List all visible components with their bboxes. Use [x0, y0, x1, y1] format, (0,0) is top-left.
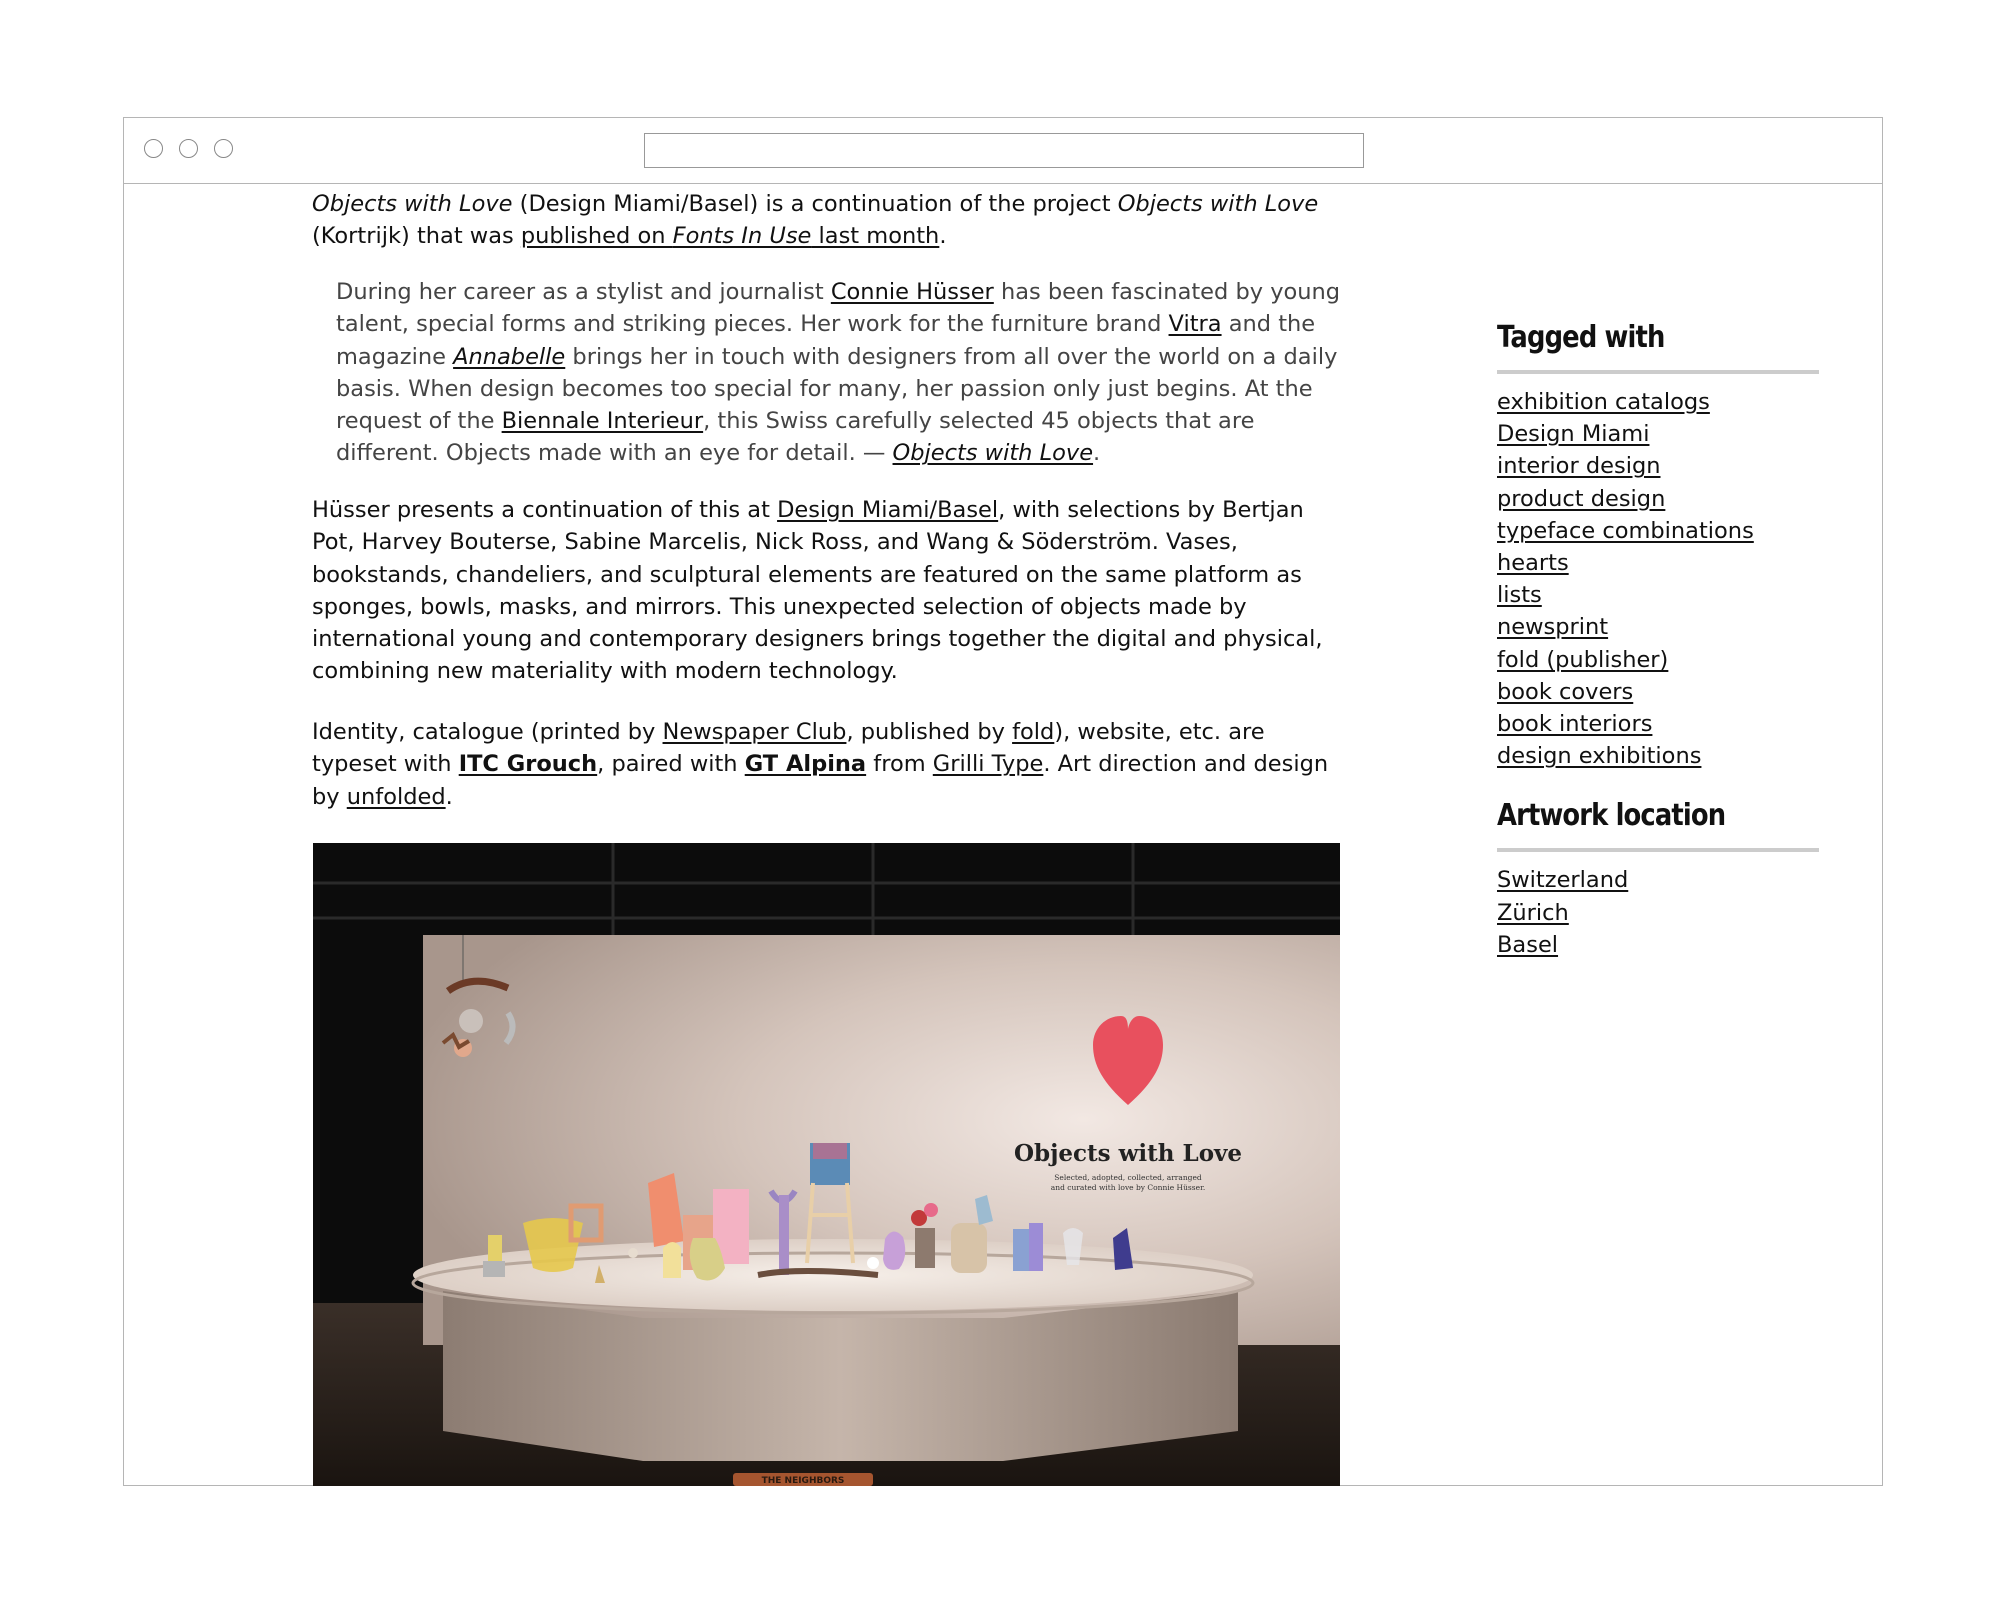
connie-husser-link[interactable]: Connie Hüsser	[830, 279, 994, 305]
credits-text-1: Identity, catalogue (printed by	[312, 719, 663, 745]
tag-item	[1497, 547, 1819, 579]
tag-link[interactable]: fold (publisher)	[1497, 646, 1669, 673]
tag-item	[1497, 708, 1819, 740]
tag-list	[1497, 386, 1819, 772]
design-miami-basel-link[interactable]: Design Miami/Basel	[777, 497, 999, 523]
location-link[interactable]: Basel	[1497, 931, 1559, 958]
tag-item	[1497, 515, 1819, 547]
maximize-window-icon[interactable]	[214, 139, 233, 158]
intro-text-1: (Design Miami/Basel) is a continuation of the project	[512, 191, 1118, 217]
tag-item	[1497, 676, 1819, 708]
doormat-text: THE NEIGHBORS	[761, 1476, 845, 1486]
credits-text-4: , paired with	[597, 751, 745, 778]
body-text-2: , with selections by Bertjan Pot, Harvey Bouterse, Sabine Marcelis, Nick Ross, and Wang & Söderström. Vases, bookstands, chandeliers, and sculptural elements are featured on the same platform as sponges, bowls, masks, and mirrors. This unexpected selection of objects made by international young and contemporary designers brings together the digital and physical, combining new materiality with modern technology.	[312, 497, 1323, 685]
credits-text-2: , published by	[846, 719, 1013, 745]
tag-item	[1497, 418, 1819, 450]
intro-title-2: Objects with Love	[1117, 191, 1319, 217]
wall-subtitle-2: and curated with love by Connie Hüsser.	[1050, 1183, 1206, 1192]
quote-text-1: During her career as a stylist and journalist	[336, 279, 831, 305]
tag-link[interactable]: lists	[1497, 582, 1542, 609]
vitra-link[interactable]: Vitra	[1168, 311, 1222, 338]
annabelle-link[interactable]: Annabelle	[453, 343, 566, 370]
newspaper-club-link[interactable]: Newspaper Club	[662, 719, 847, 745]
tag-item	[1497, 450, 1819, 482]
biennale-interieur-link[interactable]: Biennale Interieur	[501, 408, 704, 435]
published-on-fonts-in-use-link[interactable]: published on Fonts In Use last month	[520, 223, 940, 250]
tag-item	[1497, 483, 1819, 515]
tag-item	[1497, 611, 1819, 643]
location-item	[1497, 897, 1819, 929]
tag-link[interactable]: design exhibitions	[1497, 743, 1702, 770]
location-item	[1497, 864, 1819, 896]
quote-text-6: .	[1093, 440, 1101, 467]
address-bar[interactable]	[644, 133, 1364, 168]
quote-text-5: , this Swiss carefully selected 45 objects that are different. Objects made with an eye for detail. —	[336, 408, 1255, 467]
sidebar	[1497, 318, 1819, 961]
itc-grouch-link[interactable]: ITC Grouch	[458, 751, 598, 778]
tagged-with-heading: Tagged with	[1497, 320, 1665, 355]
artwork-location-heading: Artwork location	[1497, 798, 1726, 834]
wall-title: Objects with Love	[1013, 1140, 1243, 1167]
objects-with-love-link[interactable]: Objects with Love	[892, 440, 1094, 467]
location-list	[1497, 864, 1819, 961]
intro-paragraph	[312, 188, 1342, 253]
credits-text-3: ), website, etc. are typeset with	[312, 719, 1265, 778]
location-item	[1497, 929, 1819, 961]
exhibition-photo-svg	[313, 843, 1340, 1486]
grilli-type-link[interactable]: Grilli Type	[932, 751, 1044, 778]
credits-text-5: from	[866, 751, 933, 778]
tag-link[interactable]: interior design	[1497, 453, 1661, 480]
tag-link[interactable]: hearts	[1497, 550, 1569, 577]
tag-item	[1497, 740, 1819, 772]
browser-titlebar	[124, 118, 1882, 184]
location-link[interactable]: Zürich	[1497, 899, 1569, 926]
quote-text-3: and the magazine	[336, 311, 1316, 370]
unfolded-link[interactable]: unfolded	[346, 783, 446, 810]
close-window-icon[interactable]	[144, 139, 163, 158]
quote-text-4: brings her in touch with designers from all over the world on a daily basis. When design becomes too special for many, her passion only just begins. At the request of the	[336, 343, 1338, 435]
gt-alpina-link[interactable]: GT Alpina	[744, 751, 867, 778]
fold-link[interactable]: fold	[1012, 719, 1055, 745]
tag-link[interactable]: newsprint	[1497, 614, 1609, 641]
tag-link[interactable]: book covers	[1497, 678, 1634, 705]
credits-text-6: . Art direction and design by	[312, 751, 1329, 810]
credits-text-7: .	[445, 783, 453, 810]
intro-text-2: (Kortrijk) that was	[312, 223, 521, 250]
body-text-1: Hüsser presents a continuation of this at	[312, 497, 778, 523]
tag-link[interactable]: book interiors	[1497, 711, 1653, 738]
tag-link[interactable]: exhibition catalogs	[1497, 389, 1710, 415]
artwork-location-block	[1497, 796, 1819, 961]
tag-item	[1497, 644, 1819, 676]
tag-item	[1497, 386, 1819, 418]
intro-title-1: Objects with Love	[312, 191, 513, 217]
minimize-window-icon[interactable]	[179, 139, 198, 158]
tag-link[interactable]: typeface combinations	[1497, 517, 1754, 544]
exhibition-photo	[313, 843, 1340, 1486]
quote-text-2: has been fascinated by young talent, special forms and striking pieces. Her work for the furniture brand	[336, 279, 1341, 338]
location-link[interactable]: Switzerland	[1497, 867, 1629, 894]
tag-item	[1497, 579, 1819, 611]
body-paragraph	[312, 494, 1342, 688]
tagged-with-divider	[1497, 370, 1819, 374]
wall-subtitle-1: Selected, adopted, collected, arranged	[1054, 1173, 1202, 1182]
credits-paragraph	[312, 716, 1342, 813]
blockquote	[336, 276, 1342, 470]
tag-link[interactable]: product design	[1497, 485, 1666, 512]
artwork-location-divider	[1497, 848, 1819, 852]
tag-link[interactable]: Design Miami	[1497, 421, 1650, 448]
intro-text-3: .	[939, 223, 947, 250]
